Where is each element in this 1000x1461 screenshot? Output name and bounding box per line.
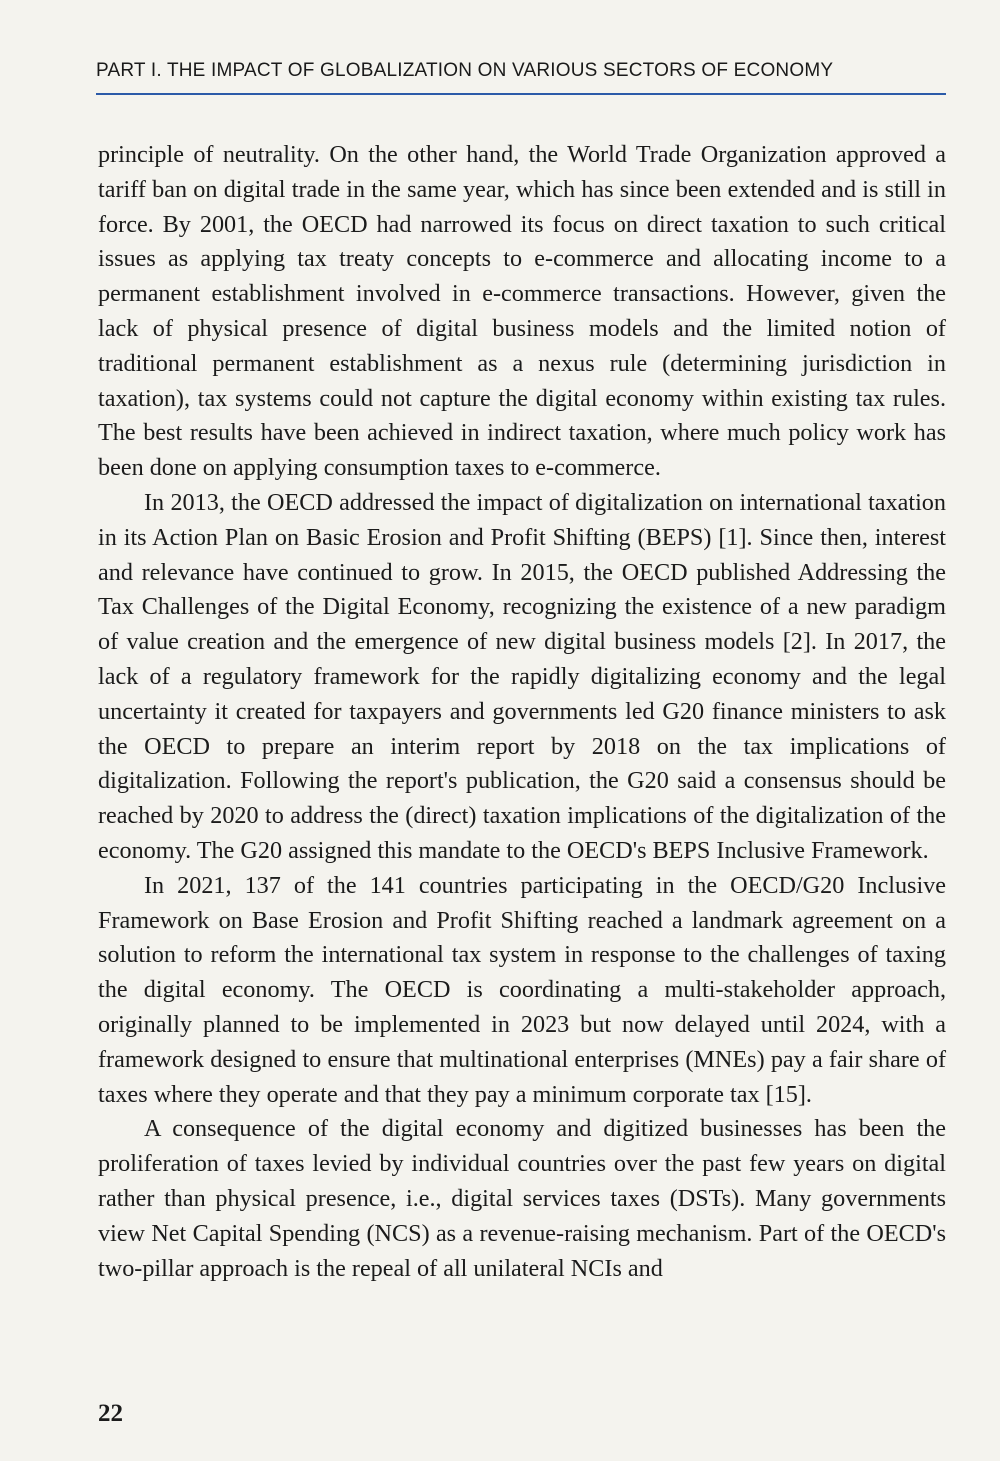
paragraph-dst: A consequence of the digital economy and digitized businesses has been the proliferation of taxes levied by individual countries over the past few years on digital rather than physical presence, i.e., digital services taxes (DSTs). Many governments view Net Capital Spending (NCS) as a revenue-raising mechanism. Part of the OECD's two-pillar approach is the repeal of all unilateral NCIs and [98, 1115, 946, 1282]
paragraph-agreement-2021: In 2021, 137 of the 141 countries participating in the OECD/G20 Inclusive Framework on Base Erosion and Profit Shifting reached a landmark agreement on a solution to reform the international tax system in response to the challenges of taxing the digital economy. The OECD is coordinating a multi-stakeholder approach, originally planned to be implemented in 2023 but now delayed until 2024, with a framework designed to ensure that multinational enterprises (MNEs) pay a fair share of taxes where they operate and that they pay a minimum corporate tax [15]. [98, 871, 946, 1108]
running-head: PART I. THE IMPACT OF GLOBALIZATION ON VARIOUS SECTORS OF ECONOMY [96, 60, 834, 81]
paragraph-beps-2013: In 2013, the OECD addressed the impact of digitalization on international taxation in its Action Plan on Basic Erosion and Profit Shifting (BEPS) [1]. Since then, interest and relevance have continued to grow. In 2015, the OECD published Addressing the Tax Challenges of the Digital Economy, recognizing the existence of a new paradigm of value creation and the emergence of new digital business models [2]. In 2017, the lack of a regulatory framework for the rapidly digitalizing economy and the legal uncertainty it created for taxpayers and governments led G20 finance ministers to ask the OECD to prepare an interim report by 2018 on the tax implications of digitalization. Following the report's publication, the G20 said a consensus should be reached by 2020 to address the (direct) taxation implications of the digitalization of the economy. The G20 assigned this mandate to the OECD's BEPS Inclusive Framework. [98, 488, 946, 864]
page-number: 22 [98, 1400, 123, 1427]
header-rule [96, 93, 946, 95]
body-text [98, 138, 946, 1286]
paragraph-continued: principle of neutrality. On the other hand, the World Trade Organization approved a tariff ban on digital trade in the same year, which has since been extended and is still in force. By 2001, the OECD had narrowed its focus on direct taxation to such critical issues as applying tax treaty concepts to e-commerce and allocating income to a permanent establishment involved in e-commerce transactions. However, given the lack of physical presence of digital business models and the limited notion of traditional permanent establishment as a nexus rule (determining jurisdiction in taxation), tax systems could not capture the digital economy within existing tax rules. The best results have been achieved in indirect taxation, where much policy work has been done on applying consumption taxes to e-commerce. [98, 141, 946, 482]
